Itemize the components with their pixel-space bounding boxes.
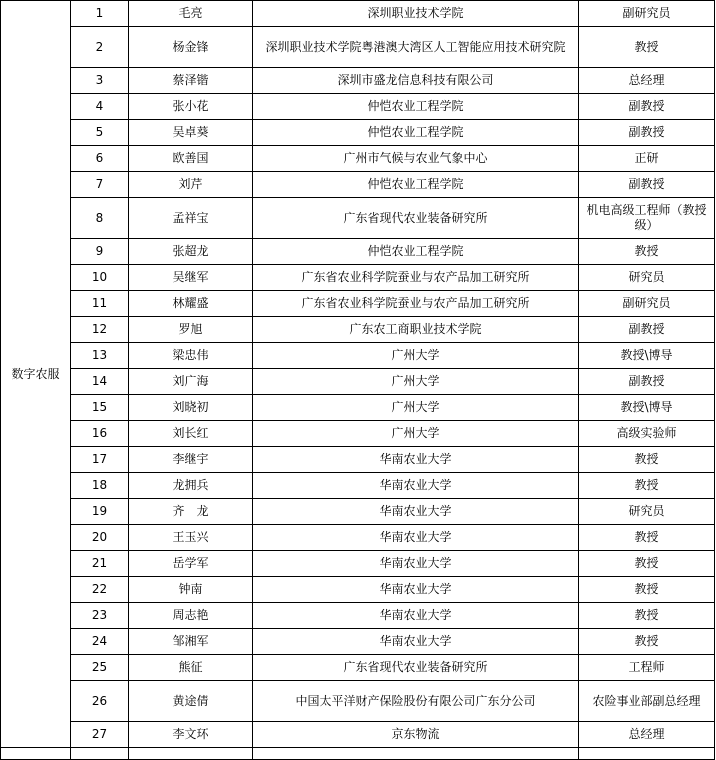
- no-cell: 6: [71, 146, 129, 172]
- name-cell: 罗旭: [129, 317, 253, 343]
- no-cell: 27: [71, 722, 129, 748]
- no-cell: 24: [71, 629, 129, 655]
- table-row: [1, 239, 715, 265]
- title-cell: 总经理: [579, 68, 715, 94]
- table-row: [1, 655, 715, 681]
- title-cell: 农险事业部副总经理: [579, 681, 715, 722]
- no-cell: 19: [71, 499, 129, 525]
- name-cell: 刘长红: [129, 421, 253, 447]
- table-row: [1, 473, 715, 499]
- org-cell: 深圳职业技术学院: [253, 1, 579, 27]
- table-row: [1, 551, 715, 577]
- name-cell: 岳学军: [129, 551, 253, 577]
- title-cell: 机电高级工程师（教授级）: [579, 198, 715, 239]
- table-row: [1, 629, 715, 655]
- title-cell: 正研: [579, 146, 715, 172]
- table-row: [1, 603, 715, 629]
- org-cell: 仲恺农业工程学院: [253, 239, 579, 265]
- name-cell: 刘晓初: [129, 395, 253, 421]
- no-cell: 7: [71, 172, 129, 198]
- name-cell: 张小花: [129, 94, 253, 120]
- org-cell: 广东省农业科学院蚕业与农产品加工研究所: [253, 265, 579, 291]
- no-cell: 25: [71, 655, 129, 681]
- category-cell: 数字农服: [1, 1, 71, 748]
- no-cell: 22: [71, 577, 129, 603]
- title-cell: 副教授: [579, 120, 715, 146]
- name-cell: 刘广海: [129, 369, 253, 395]
- name-cell: 刘芹: [129, 172, 253, 198]
- table-row: [1, 681, 715, 722]
- no-cell: 5: [71, 120, 129, 146]
- name-cell: 吴卓葵: [129, 120, 253, 146]
- name-cell: 林耀盛: [129, 291, 253, 317]
- org-cell: 深圳职业技术学院粤港澳大湾区人工智能应用技术研究院: [253, 27, 579, 68]
- title-cell: 研究员: [579, 499, 715, 525]
- name-cell: 梁忠伟: [129, 343, 253, 369]
- org-cell: 广州大学: [253, 343, 579, 369]
- title-cell: 教授: [579, 629, 715, 655]
- name-cell: 欧善国: [129, 146, 253, 172]
- table-row: [1, 395, 715, 421]
- org-cell: 中国太平洋财产保险股份有限公司广东分公司: [253, 681, 579, 722]
- org-cell: 华南农业大学: [253, 603, 579, 629]
- title-cell: 教授: [579, 27, 715, 68]
- table-row: [1, 68, 715, 94]
- no-cell: 11: [71, 291, 129, 317]
- org-cell: 京东物流: [253, 722, 579, 748]
- title-cell: 副教授: [579, 369, 715, 395]
- no-cell: 15: [71, 395, 129, 421]
- org-cell: 华南农业大学: [253, 577, 579, 603]
- table-row-partial: [1, 748, 715, 760]
- table-row: [1, 146, 715, 172]
- no-cell: 17: [71, 447, 129, 473]
- empty-cell: [253, 748, 579, 760]
- title-cell: 高级实验师: [579, 421, 715, 447]
- table-row: [1, 120, 715, 146]
- title-cell: 副教授: [579, 94, 715, 120]
- name-cell: 蔡泽锴: [129, 68, 253, 94]
- org-cell: 华南农业大学: [253, 473, 579, 499]
- empty-cell: [579, 748, 715, 760]
- no-cell: 21: [71, 551, 129, 577]
- title-cell: 教授: [579, 447, 715, 473]
- no-cell: 9: [71, 239, 129, 265]
- table-row: [1, 343, 715, 369]
- org-cell: 仲恺农业工程学院: [253, 172, 579, 198]
- empty-cell: [129, 748, 253, 760]
- table-row: [1, 291, 715, 317]
- title-cell: 教授: [579, 525, 715, 551]
- table-row: [1, 1, 715, 27]
- no-cell: 4: [71, 94, 129, 120]
- title-cell: 总经理: [579, 722, 715, 748]
- name-cell: 邹湘军: [129, 629, 253, 655]
- no-cell: 8: [71, 198, 129, 239]
- title-cell: 教授: [579, 239, 715, 265]
- table-row: [1, 94, 715, 120]
- table-row: [1, 525, 715, 551]
- empty-cell: [71, 748, 129, 760]
- name-cell: 杨金锋: [129, 27, 253, 68]
- title-cell: 副研究员: [579, 1, 715, 27]
- title-cell: 教授\博导: [579, 395, 715, 421]
- org-cell: 仲恺农业工程学院: [253, 120, 579, 146]
- table-row: [1, 172, 715, 198]
- name-cell: 李继宇: [129, 447, 253, 473]
- no-cell: 20: [71, 525, 129, 551]
- org-cell: 华南农业大学: [253, 551, 579, 577]
- no-cell: 26: [71, 681, 129, 722]
- experts-table-body: [1, 1, 715, 760]
- no-cell: 10: [71, 265, 129, 291]
- table-row: [1, 369, 715, 395]
- name-cell: 齐 龙: [129, 499, 253, 525]
- no-cell: 2: [71, 27, 129, 68]
- name-cell: 熊征: [129, 655, 253, 681]
- org-cell: 广州大学: [253, 395, 579, 421]
- empty-cell: [1, 748, 71, 760]
- org-cell: 广州大学: [253, 369, 579, 395]
- name-cell: 李文环: [129, 722, 253, 748]
- name-cell: 王玉兴: [129, 525, 253, 551]
- title-cell: 教授: [579, 551, 715, 577]
- no-cell: 3: [71, 68, 129, 94]
- table-row: [1, 317, 715, 343]
- name-cell: 周志艳: [129, 603, 253, 629]
- org-cell: 华南农业大学: [253, 629, 579, 655]
- org-cell: 广东省农业科学院蚕业与农产品加工研究所: [253, 291, 579, 317]
- org-cell: 广东农工商职业技术学院: [253, 317, 579, 343]
- org-cell: 广东省现代农业装备研究所: [253, 655, 579, 681]
- name-cell: 黄途倩: [129, 681, 253, 722]
- name-cell: 龙拥兵: [129, 473, 253, 499]
- org-cell: 华南农业大学: [253, 499, 579, 525]
- table-row: [1, 421, 715, 447]
- title-cell: 教授: [579, 577, 715, 603]
- no-cell: 18: [71, 473, 129, 499]
- name-cell: 孟祥宝: [129, 198, 253, 239]
- org-cell: 广州市气候与农业气象中心: [253, 146, 579, 172]
- title-cell: 副研究员: [579, 291, 715, 317]
- org-cell: 广东省现代农业装备研究所: [253, 198, 579, 239]
- name-cell: 钟南: [129, 577, 253, 603]
- name-cell: 张超龙: [129, 239, 253, 265]
- org-cell: 深圳市盛龙信息科技有限公司: [253, 68, 579, 94]
- org-cell: 华南农业大学: [253, 525, 579, 551]
- name-cell: 毛亮: [129, 1, 253, 27]
- table-row: [1, 447, 715, 473]
- title-cell: 教授: [579, 473, 715, 499]
- no-cell: 14: [71, 369, 129, 395]
- title-cell: 工程师: [579, 655, 715, 681]
- title-cell: 教授\博导: [579, 343, 715, 369]
- title-cell: 教授: [579, 603, 715, 629]
- table-row: [1, 722, 715, 748]
- title-cell: 研究员: [579, 265, 715, 291]
- org-cell: 广州大学: [253, 421, 579, 447]
- table-row: [1, 265, 715, 291]
- name-cell: 吴继军: [129, 265, 253, 291]
- table-row: [1, 499, 715, 525]
- table-row: [1, 198, 715, 239]
- title-cell: 副教授: [579, 317, 715, 343]
- no-cell: 13: [71, 343, 129, 369]
- no-cell: 16: [71, 421, 129, 447]
- no-cell: 1: [71, 1, 129, 27]
- org-cell: 华南农业大学: [253, 447, 579, 473]
- title-cell: 副教授: [579, 172, 715, 198]
- no-cell: 12: [71, 317, 129, 343]
- table-row: [1, 577, 715, 603]
- table-row: [1, 27, 715, 68]
- no-cell: 23: [71, 603, 129, 629]
- org-cell: 仲恺农业工程学院: [253, 94, 579, 120]
